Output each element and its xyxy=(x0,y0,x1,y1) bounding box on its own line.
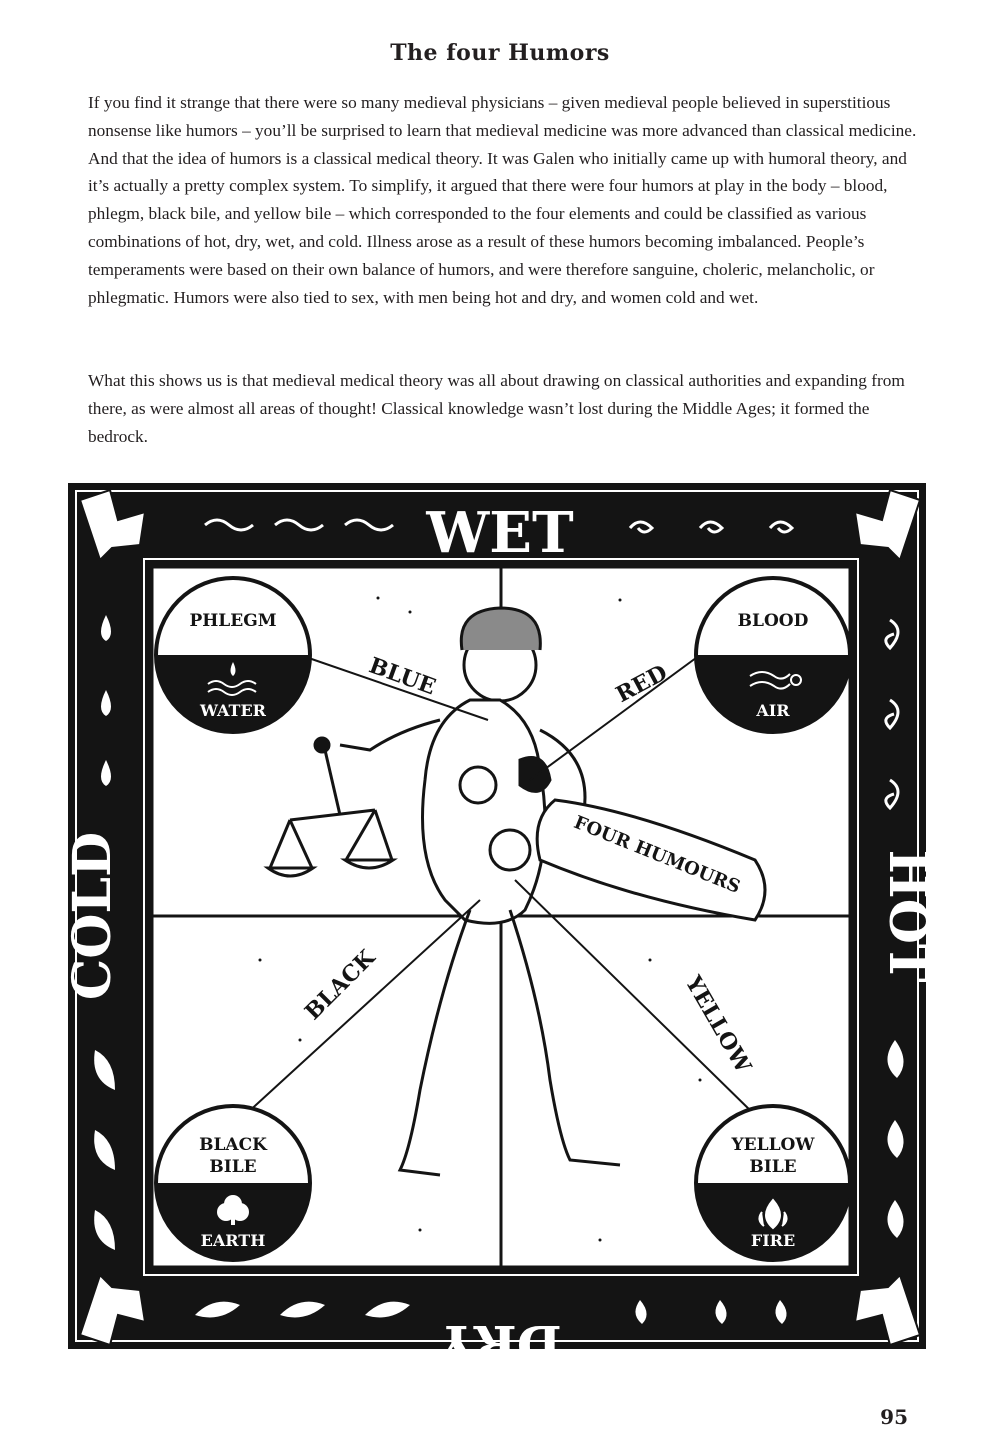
border-label-dry: DRY xyxy=(438,1313,562,1374)
svg-text:EARTH: EARTH xyxy=(200,1231,266,1250)
svg-text:YELLOW: YELLOW xyxy=(731,1135,815,1155)
page-number: 95 xyxy=(880,1405,908,1429)
color-label-black: BLACK xyxy=(299,944,381,1026)
border-label-hot: HOT xyxy=(877,849,938,983)
body-paragraph: What this shows us is that medieval medical theory was all about drawing on classical authorities and expanding from there, as were almost all areas of thought! Classical knowledge wasn’t lost during the Middle Ages; it formed the bedrock. xyxy=(88,371,905,446)
svg-text:BLOOD: BLOOD xyxy=(737,611,809,631)
svg-text:BILE: BILE xyxy=(209,1157,257,1177)
color-label-red: RED xyxy=(611,659,672,709)
color-label-yellow: YELLOW xyxy=(679,971,757,1078)
humor-circle-yellow-bile xyxy=(696,1106,850,1260)
color-label-blue: BLUE xyxy=(365,652,440,701)
humor-circle-blood xyxy=(696,578,850,732)
svg-text:BLACK: BLACK xyxy=(199,1135,267,1155)
svg-text:PHLEGM: PHLEGM xyxy=(189,611,277,631)
svg-text:AIR: AIR xyxy=(756,701,790,720)
page-title: The four Humors xyxy=(390,40,610,66)
body-paragraph: If you find it strange that there were so many medieval physicians – given medieval people believed in superstitious nonsense like humors – you’ll be surprised to learn that medieval medicine was more advanced than classical medicine. And that the idea of humors is a classical medical theory. It was Galen who initially came up with humoral theory, and it’s actually a pretty complex system. To simplify, it argued that there were four humors at play in the body – blood, phlegm, black bile, and yellow bile – which corresponded to the four elements and could be classified as various combinations of hot, dry, wet, and cold. Illness arose as a result of these humors becoming imbalanced. People’s temperaments were based on their own balance of humors, and were therefore sanguine, choleric, melancholic, or phlegmatic. Humors were also tied to sex, with men being hot and dry, and women cold and wet. xyxy=(88,93,917,307)
border-label-cold: COLD xyxy=(62,831,123,1001)
svg-text:FOUR HUMOURS: FOUR HUMOURS xyxy=(570,811,744,898)
svg-text:FIRE: FIRE xyxy=(750,1231,796,1250)
border-label-wet: WET xyxy=(426,500,574,566)
svg-text:WATER: WATER xyxy=(200,701,266,720)
svg-text:BILE: BILE xyxy=(749,1157,797,1177)
humor-circle-phlegm xyxy=(156,578,310,732)
humor-circle-black-bile xyxy=(156,1106,310,1260)
